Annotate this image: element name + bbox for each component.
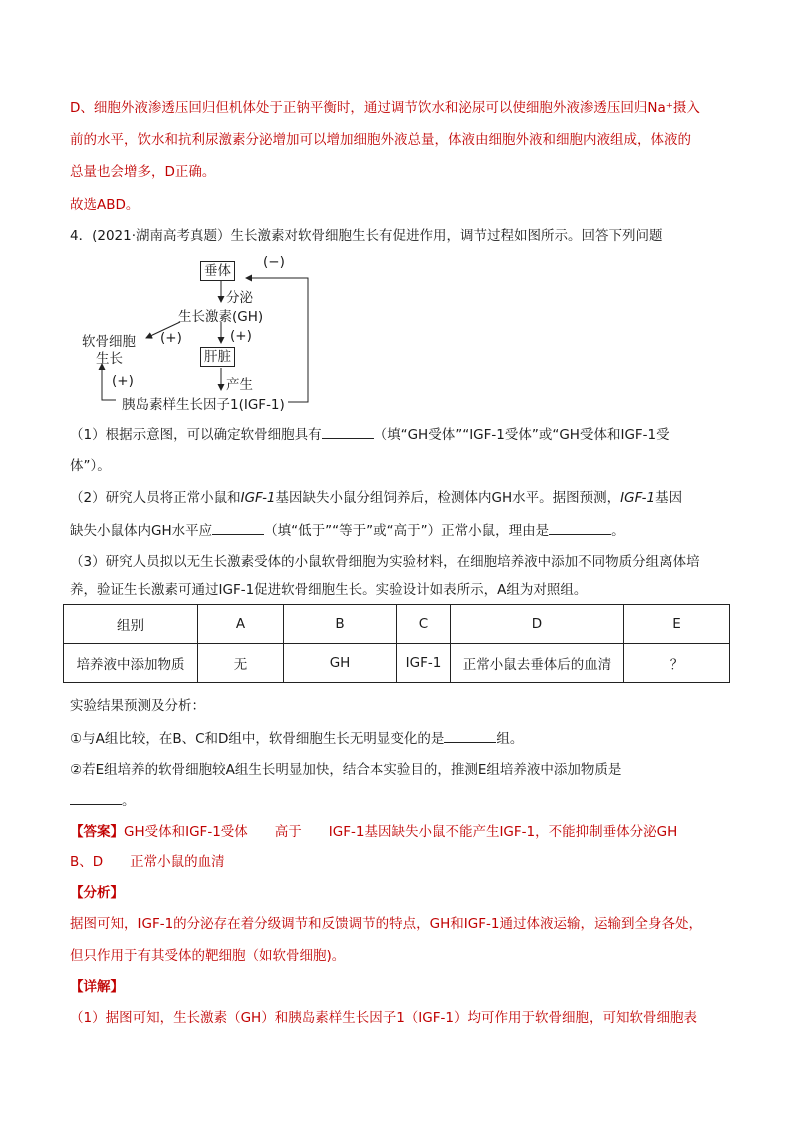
prev-answer-line-3: 总量也会增多，D正确。 xyxy=(70,164,216,180)
table-header: D xyxy=(451,605,624,644)
detail-line-1: （1）据图可知，生长激素（GH）和胰岛素样生长因子1（IGF-1）均可作用于软骨细胞，可知软骨细胞表 xyxy=(70,1010,697,1026)
q2-text-d: 缺失小鼠体内GH水平应 xyxy=(70,523,213,539)
table-cell: ？ xyxy=(624,644,730,683)
table-cell: 无 xyxy=(198,644,284,683)
plus-gh-cartilage: (+) xyxy=(160,330,182,346)
q2-text-c: 基因 xyxy=(655,490,683,506)
table-header: B xyxy=(284,605,397,644)
detail-label xyxy=(70,977,124,997)
gh-label: 生长激素(GH) xyxy=(178,309,264,325)
plus-gh-liver: (+) xyxy=(230,328,252,344)
cartilage-label-1: 软骨细胞 xyxy=(82,334,136,350)
detail-label-text: 【详解】 xyxy=(70,979,124,995)
analysis-label-text: 【分析】 xyxy=(70,885,124,901)
q1-blank[interactable] xyxy=(322,424,374,439)
table-cell: IGF-1 xyxy=(397,644,451,683)
question-title: 4．(2021·湖南高考真题）生长激素对软骨细胞生长有促进作用，调节过程如图所示。回答下列问题 xyxy=(70,228,663,244)
analysis-p1-blank[interactable] xyxy=(444,728,496,743)
regulation-diagram xyxy=(80,250,330,413)
secrete-label: 分泌 xyxy=(226,290,253,306)
q2-text-e: （填“低于”“等于”或“高于”）正常小鼠，理由是 xyxy=(264,523,550,539)
answer-text-1: GH受体和IGF-1受体 高于 IGF-1基因缺失小鼠不能产生IGF-1，不能抑制垂体分泌GH xyxy=(124,824,678,840)
q3-line-1: （3）研究人员拟以无生长激素受体的小鼠软骨细胞为实验材料，在细胞培养液中添加不同物质分组离体培 xyxy=(70,554,700,570)
igf-label: 胰岛素样生长因子1(IGF-1) xyxy=(122,397,285,413)
table-header: E xyxy=(624,605,730,644)
analysis-p1 xyxy=(70,728,523,749)
answer-line-2: B、D 正常小鼠的血清 xyxy=(70,854,225,870)
analysis-p1-end: 组。 xyxy=(496,731,524,747)
analysis-p2-end: 。 xyxy=(122,793,136,809)
q1-line-2: 体”）。 xyxy=(70,458,111,474)
analysis-line-2: 但只作用于有其受体的靶细胞（如软骨细胞)。 xyxy=(70,948,346,964)
table-cell: 培养液中添加物质 xyxy=(64,644,198,683)
q2-blank-2[interactable] xyxy=(549,520,611,535)
liver-box: 肝脏 xyxy=(200,347,235,367)
analysis-p2-blank[interactable] xyxy=(70,790,122,805)
plus-igf-cartilage: (+) xyxy=(112,373,134,389)
q2-text-b: 基因缺失小鼠分组饲养后，检测体内GH水平。据图预测， xyxy=(275,490,621,506)
table-cell: 正常小鼠去垂体后的血清 xyxy=(451,644,624,683)
table-header-row xyxy=(64,605,730,644)
table-header: A xyxy=(198,605,284,644)
minus-label: (−) xyxy=(263,254,285,270)
q1-line-1 xyxy=(70,424,670,445)
cartilage-label-2: 生长 xyxy=(96,351,123,367)
q2-text-a: （2）研究人员将正常小鼠和 xyxy=(70,490,241,506)
q2-gene-2: IGF-1 xyxy=(620,490,656,506)
analysis-p1-text: ①与A组比较，在B、C和D组中，软骨细胞生长无明显变化的是 xyxy=(70,731,445,747)
q2-line-2 xyxy=(70,520,625,541)
analysis-label xyxy=(70,883,124,903)
analysis-title: 实验结果预测及分析： xyxy=(70,698,205,714)
q3-line-2: 养，验证生长激素可通过IGF-1促进软骨细胞生长。实验设计如表所示，A组为对照组。 xyxy=(70,582,588,598)
experiment-table xyxy=(63,604,730,683)
prev-answer-line-1: D、细胞外液渗透压回归但机体处于正钠平衡时，通过调节饮水和泌尿可以使细胞外液渗透压回归Na⁺摄入 xyxy=(70,100,700,116)
table-header: C xyxy=(397,605,451,644)
q2-line-1 xyxy=(70,488,682,508)
produce-label: 产生 xyxy=(226,377,253,393)
analysis-p2: ②若E组培养的软骨细胞较A组生长明显加快，结合本实验目的，推测E组培养液中添加物质是 xyxy=(70,762,622,778)
analysis-line-1: 据图可知，IGF-1的分泌存在着分级调节和反馈调节的特点，GH和IGF-1通过体液运输，运输到全身各处， xyxy=(70,916,702,932)
table-row xyxy=(64,644,730,683)
q2-gene: IGF-1 xyxy=(240,490,276,506)
q2-text-f: 。 xyxy=(611,523,625,539)
q2-blank-1[interactable] xyxy=(212,520,264,535)
pituitary-box: 垂体 xyxy=(200,261,235,281)
table-cell: GH xyxy=(284,644,397,683)
analysis-p2-answer-line xyxy=(70,790,136,811)
answer-label: 【答案】 xyxy=(70,824,124,840)
prev-answer-line-2: 前的水平，饮水和抗利尿激素分泌增加可以增加细胞外液总量，体液由细胞外液和细胞内液组成，体液的 xyxy=(70,132,691,148)
q1-text-b: （填“GH受体”“IGF-1受体”或“GH受体和IGF-1受 xyxy=(373,427,670,443)
q1-text-a: （1）根据示意图，可以确定软骨细胞具有 xyxy=(70,427,322,443)
prev-answer-choice: 故选ABD。 xyxy=(70,197,140,213)
table-header: 组别 xyxy=(64,605,198,644)
answer-line-1 xyxy=(70,822,677,842)
